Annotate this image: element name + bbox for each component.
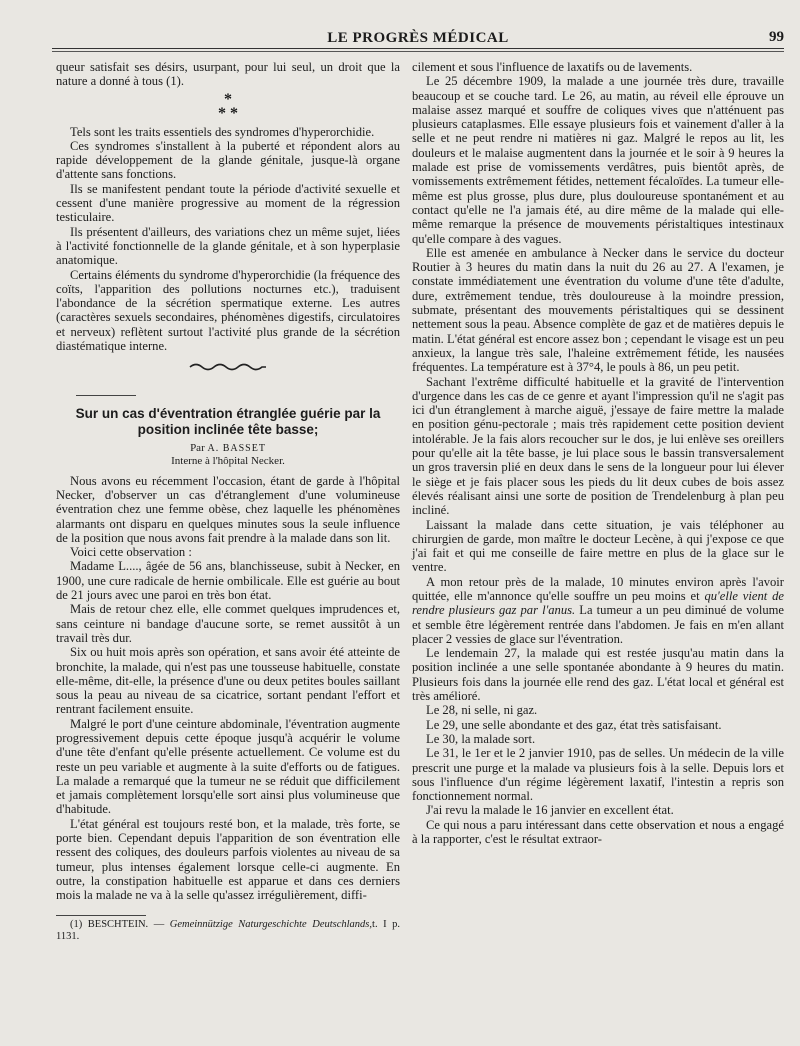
footnote-title: Gemeinnützige Naturgeschichte Deutschlands, <box>169 918 373 930</box>
paragraph: queur satisfait ses désirs, usurpant, pour lui seul, un droit que la nature a donné à tous (1). <box>56 60 400 89</box>
paragraph: L'état général est toujours resté bon, et la malade, très forte, se porte bien. Cependant depuis l'apparition de son éventration elle ressent des coliques, des douleurs parfois violentes au niveau de sa tumeur, plus intenses également lorsque celle-ci augmente. En outre, la constipation habituelle est apparue et dans ces derniers mois la malade ne va à la selle qu'assez irrégulièrement, diffi- <box>56 816 400 903</box>
footnote-ref: t. I p. 1131. <box>56 918 401 942</box>
byline-author: A. BASSET <box>207 442 266 454</box>
paragraph: Laissant la malade dans cette situation, je vais téléphoner au chirurgien de garde, mon maître le docteur Lecène, à qui j'expose ce que j'ai fait et qui me conseille de faire mettre en plus de la glace sur le ventre. <box>412 517 784 575</box>
paragraph <box>412 575 784 646</box>
paragraph: Ces syndromes s'installent à la puberté et répondent alors au rapide développement de la glande génitale, jusque-là organe d'attente sans fonctions. <box>56 138 400 182</box>
author-affiliation: Interne à l'hôpital Necker. <box>171 454 285 467</box>
paragraph-text: La tumeur a un peu diminué de volume et semble être légèrement rentrée dans l'abdomen. Je fais en m'en allant placer 2 vessies de glace sur l'éventration. <box>412 603 785 646</box>
page-number: 99 <box>769 29 784 45</box>
article-byline <box>56 442 400 455</box>
paragraph: Elle est amenée en ambulance à Necker dans le service du docteur Routier à 3 heures du matin dans la nuit du 26 au 27. A l'examen, je constate immédiatement une éventration du volume d'une tête d'adulte, dure, extrêmement tendue, très douloureuse à la moindre pression, submate, présentant des mouvements péristaltiques qui se dessinent nettement sous la peau. Absence complète de gaz et de matières depuis le matin. L'état général est encore assez bon ; cependant le visage est un peu anxieux, la langue très sale, l'haleine extrêmement fétide, les nausées fréquentes. La température est à 37°4, le pouls à 86, un peu petit. <box>412 245 784 375</box>
paragraph: J'ai revu la malade le 16 janvier en excellent état. <box>426 803 674 818</box>
paragraph: Tels sont les traits essentiels des syndromes d'hyperorchidie. <box>70 124 375 139</box>
paragraph: Six ou huit mois après son opération, et sans avoir été atteinte de bronchite, la malade, qui n'est pas une tousseuse habituelle, constate elle-même, dit-elle, la présence d'une ou deux petites boules saillant sous la peau au niveau de sa cicatrice, sortant pendant l'effort et rentrant facilement ensuite. <box>56 645 400 717</box>
paragraph: Certains éléments du syndrome d'hyperorchidie (la fréquence des coïts, l'apparition des pollutions nocturnes etc.), traduisent l'abondance de la sécrétion spermatique externe. Les autres (caractères sexuels secondaires, phénomènes digestifs, circulatoires et nerveux) reflètent surtout l'activité plus grande de la sécrétion diastématique interne. <box>56 267 400 354</box>
paragraph: Le 31, le 1er et le 2 janvier 1910, pas de selles. Un médecin de la ville prescrit une purge et la malade va plusieurs fois à la selle. Depuis lors et sous l'influence d'un régime légèrement laxatif, l'intestin a repris son fonctionnement normal. <box>412 746 784 804</box>
section-divider-stars: * * * <box>218 90 238 122</box>
journal-title: LE PROGRÈS MÉDICAL <box>327 30 509 46</box>
footnote-rule <box>56 915 146 916</box>
article-title: Sur un cas d'éventration étranglée guérie par la position inclinée tête basse; <box>75 405 381 437</box>
paragraph: Voici cette observation : <box>70 545 192 560</box>
paragraph: cilement et sous l'influence de laxatifs ou de lavements. <box>412 60 693 74</box>
footnote-number: (1) BESCHTEIN. — <box>70 918 165 930</box>
header-rule-thin <box>52 51 784 52</box>
paragraph: Ils présentent d'ailleurs, des variations chez un même sujet, liées à l'activité fonctionnelle de la glande génitale, et à son hyperplasie anatomique. <box>56 224 400 268</box>
paragraph: Ils se manifestent pendant toute la période d'activité sexuelle et cessent d'une manière progressive au moment de la régression testiculaire. <box>56 181 400 225</box>
paragraph: Le 29, une selle abondante et des gaz, état très satisfaisant. <box>426 717 722 732</box>
paragraph-text: A mon retour près de la malade, 10 minutes environ après l'avoir quittée, elle m'annonce qu'elle souffre un peu moins et <box>412 574 784 603</box>
paragraph: Le 25 décembre 1909, la malade a une journée très dure, travaille beaucoup et se couche tard. Le 26, au matin, au réveil elle éprouve un malaise assez marqué et souffre de coliques vives que n'atténuent pas plusieurs cataplasmes. Elle essaye plusieurs fois et vainement d'aller à la selle et ne peut rendre ni matières ni gaz. Malgré le repos au lit, les douleurs et le malaise augmentent dans la journée et le soir à 9 heures la malade est prise de vomissements verdâtres, puis bientôt après, de vomissements extrêmement fétides, nettement fécaloïdes. La tumeur elle-même est plus grosse, plus dure, plus douloureuse spontanément et au contact qu'elle ne l'a jamais été, au dire même de la malade qui elle-même remarque la présence de mouvements péristaltiques intestinaux qu'elle compare à des vagues. <box>412 74 784 246</box>
header-rule <box>52 48 784 49</box>
right-column <box>412 60 784 846</box>
footnote <box>56 919 400 943</box>
paragraph: Le 28, ni selle, ni gaz. <box>426 703 538 718</box>
ornament-squiggle <box>188 361 268 373</box>
paragraph: Le lendemain 27, la malade qui est restée jusqu'au matin dans la position inclinée a une selle spontanée abondante à 9 heures du matin. Plusieurs fois dans la journée elle rend des gaz. L'état local et général est très amélioré. <box>412 646 784 704</box>
byline-par: Par <box>190 441 205 454</box>
paragraph: Le 30, la malade sort. <box>426 731 536 746</box>
paragraph: Sachant l'extrême difficulté habituelle et la gravité de l'intervention d'urgence dans les cas de ce genre et ayant l'impression qu'il ne s'agit pas ici d'un étranglement à marche aiguë, j'essaye de faire mettre la malade en position génu-pectorale ; mais très rapidement cette position devient intolérable. Je la fais alors recoucher sur le dos, je lui enlève ses oreillers pour qu'elle ait la tête basse, je lui place sous le bassin transversalement un gros traversin plié en deux dans le sens de la longueur pour lui élever le siège et je fais placer sous les pieds du lit deux cubes de bois assez élevés réalisant ainsi une sorte de position de Trendelenburg à plan peu incliné. <box>412 374 784 518</box>
paragraph-italic: qu'elle vient de rendre plusieurs gaz par l'anus. <box>412 588 784 618</box>
ornament-rule-left <box>76 395 136 396</box>
left-column <box>56 60 400 943</box>
page-header <box>52 30 784 48</box>
paragraph: Nous avons eu récemment l'occasion, étant de garde à l'hôpital Necker, d'observer un cas d'étranglement d'une volumineuse éventration chez une femme obèse, chez laquelle les phénomènes alarmants ont disparu en quelques minutes sous la seule influence de la position que nous avons fait prendre à la malade dans son lit. <box>56 473 400 545</box>
paragraph: Mais de retour chez elle, elle commet quelques imprudences et, sans ceinture ni bandage d'aucune sorte, se remet aussitôt à un travail très dur. <box>56 602 400 645</box>
paragraph: Ce qui nous a paru intéressant dans cette observation et nous a engagé à la rapporter, c'est le résultat extraor- <box>412 817 784 847</box>
paragraph: Malgré le port d'une ceinture abdominale, l'éventration augmente progressivement depuis cette époque jusqu'à acquérir le volume d'une tête d'enfant qu'elle présente actuellement. Ce volume est du reste un peu variable et augmente à la suite d'efforts ou de fatigues. La malade a remarqué que la tumeur ne se réduit que difficilement et jamais complètement lorsqu'elle sort ainsi plus volumineuse que d'habitude. <box>56 716 400 817</box>
paragraph: Madame L...., âgée de 56 ans, blanchisseuse, subit à Necker, en 1900, une cure radicale de hernie ombilicale. Elle est guérie au bout de 21 jours avec une paroi en très bon état. <box>56 559 400 603</box>
